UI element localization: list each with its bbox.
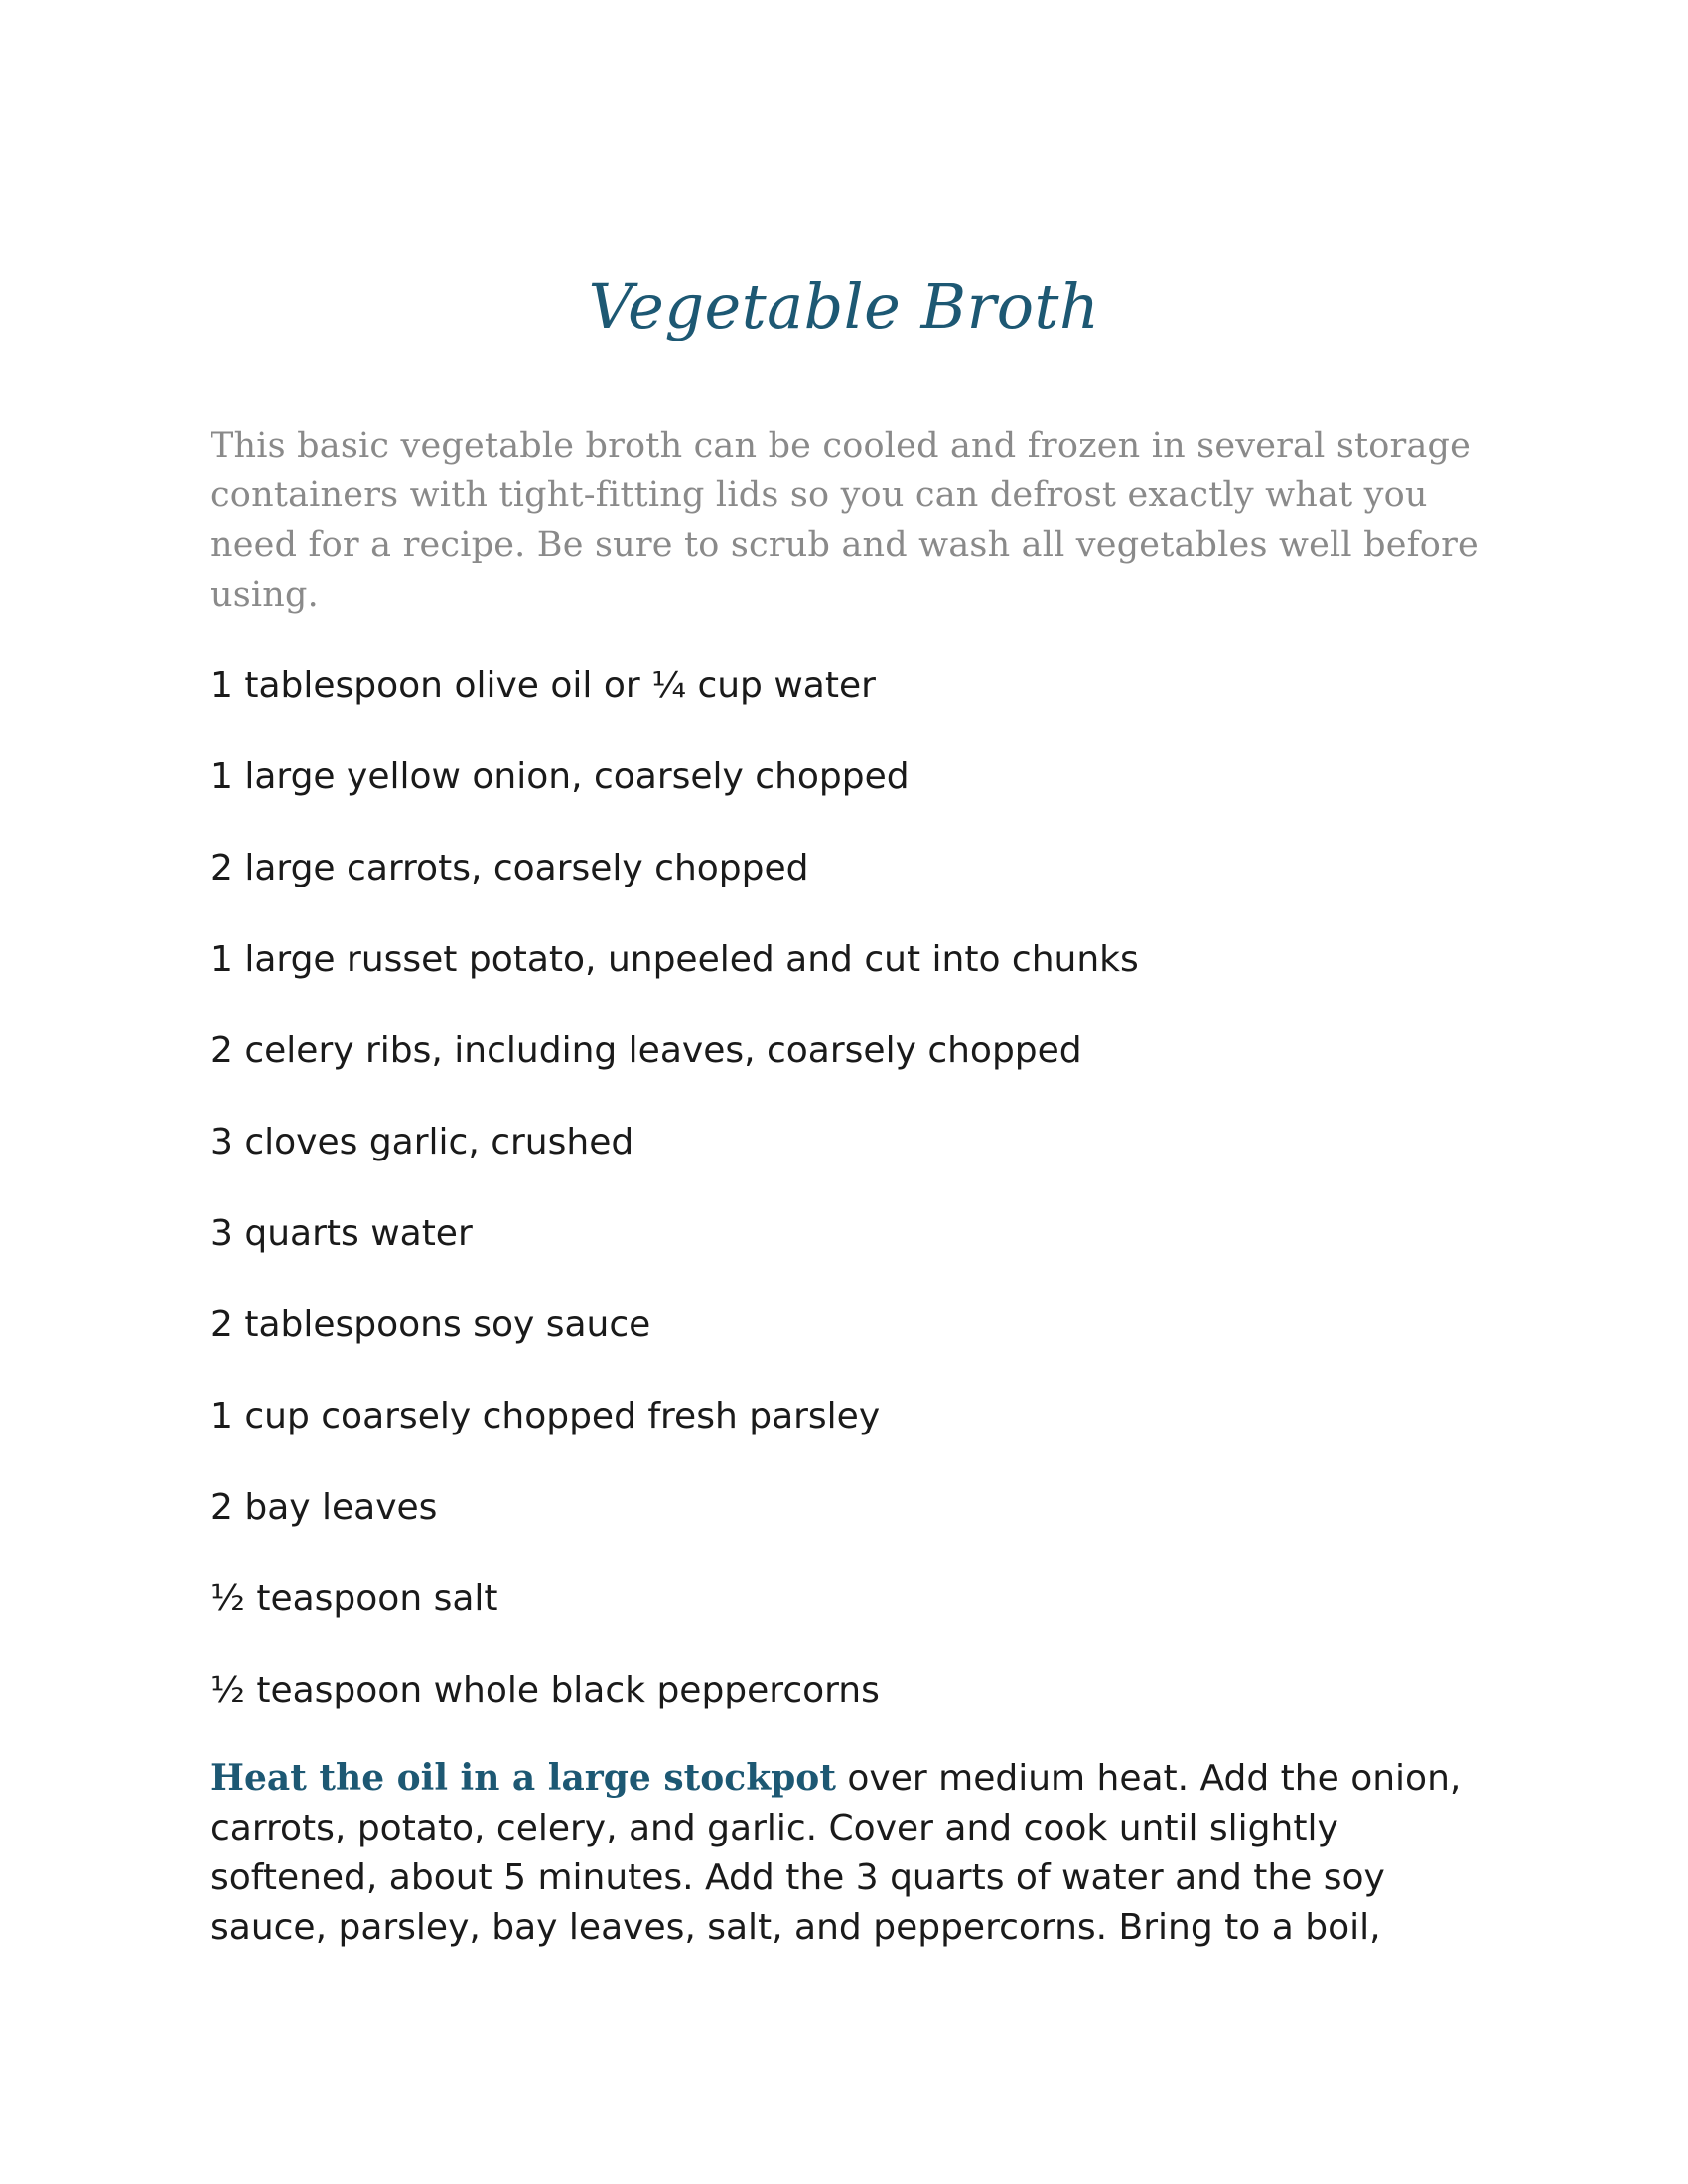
directions-lead-in: Heat the oil in a large stockpot xyxy=(211,1757,836,1799)
ingredient-item: ½ teaspoon salt xyxy=(211,1578,498,1619)
ingredient-item: 2 celery ribs, including leaves, coarsely chopped xyxy=(211,1030,1082,1071)
ingredient-item: 1 large russet potato, unpeeled and cut into chunks xyxy=(211,939,1139,980)
ingredient-item: 1 cup coarsely chopped fresh parsley xyxy=(211,1396,881,1436)
recipe-intro: This basic vegetable broth can be cooled and frozen in several storage containers with tight-fitting lids so you can defrost exactly what you need for a recipe. Be sure to scrub and wash all vegetables well before using. xyxy=(211,426,1478,614)
ingredient-item: 3 quarts water xyxy=(211,1213,473,1254)
ingredient-item: ½ teaspoon whole black peppercorns xyxy=(211,1670,880,1710)
directions-text: over medium heat. Add the onion, carrots, potato, celery, and garlic. Cover and cook until slightly softened, about 5 minutes. Add the 3 quarts of water and the soy sauce, parsley, bay leaves, salt, and peppercorns. Bring to a boil, xyxy=(211,1758,1462,1948)
directions-paragraph xyxy=(211,1753,1491,1953)
ingredient-item: 2 bay leaves xyxy=(211,1487,438,1528)
ingredient-item: 1 tablespoon olive oil or ¼ cup water xyxy=(211,665,876,706)
ingredient-list xyxy=(211,661,1491,1757)
ingredient-item: 1 large yellow onion, coarsely chopped xyxy=(211,756,910,797)
ingredient-item: 2 large carrots, coarsely chopped xyxy=(211,848,809,888)
recipe-title: Vegetable Broth xyxy=(588,270,1100,342)
ingredient-item: 2 tablespoons soy sauce xyxy=(211,1304,651,1345)
ingredient-item: 3 cloves garlic, crushed xyxy=(211,1122,634,1162)
